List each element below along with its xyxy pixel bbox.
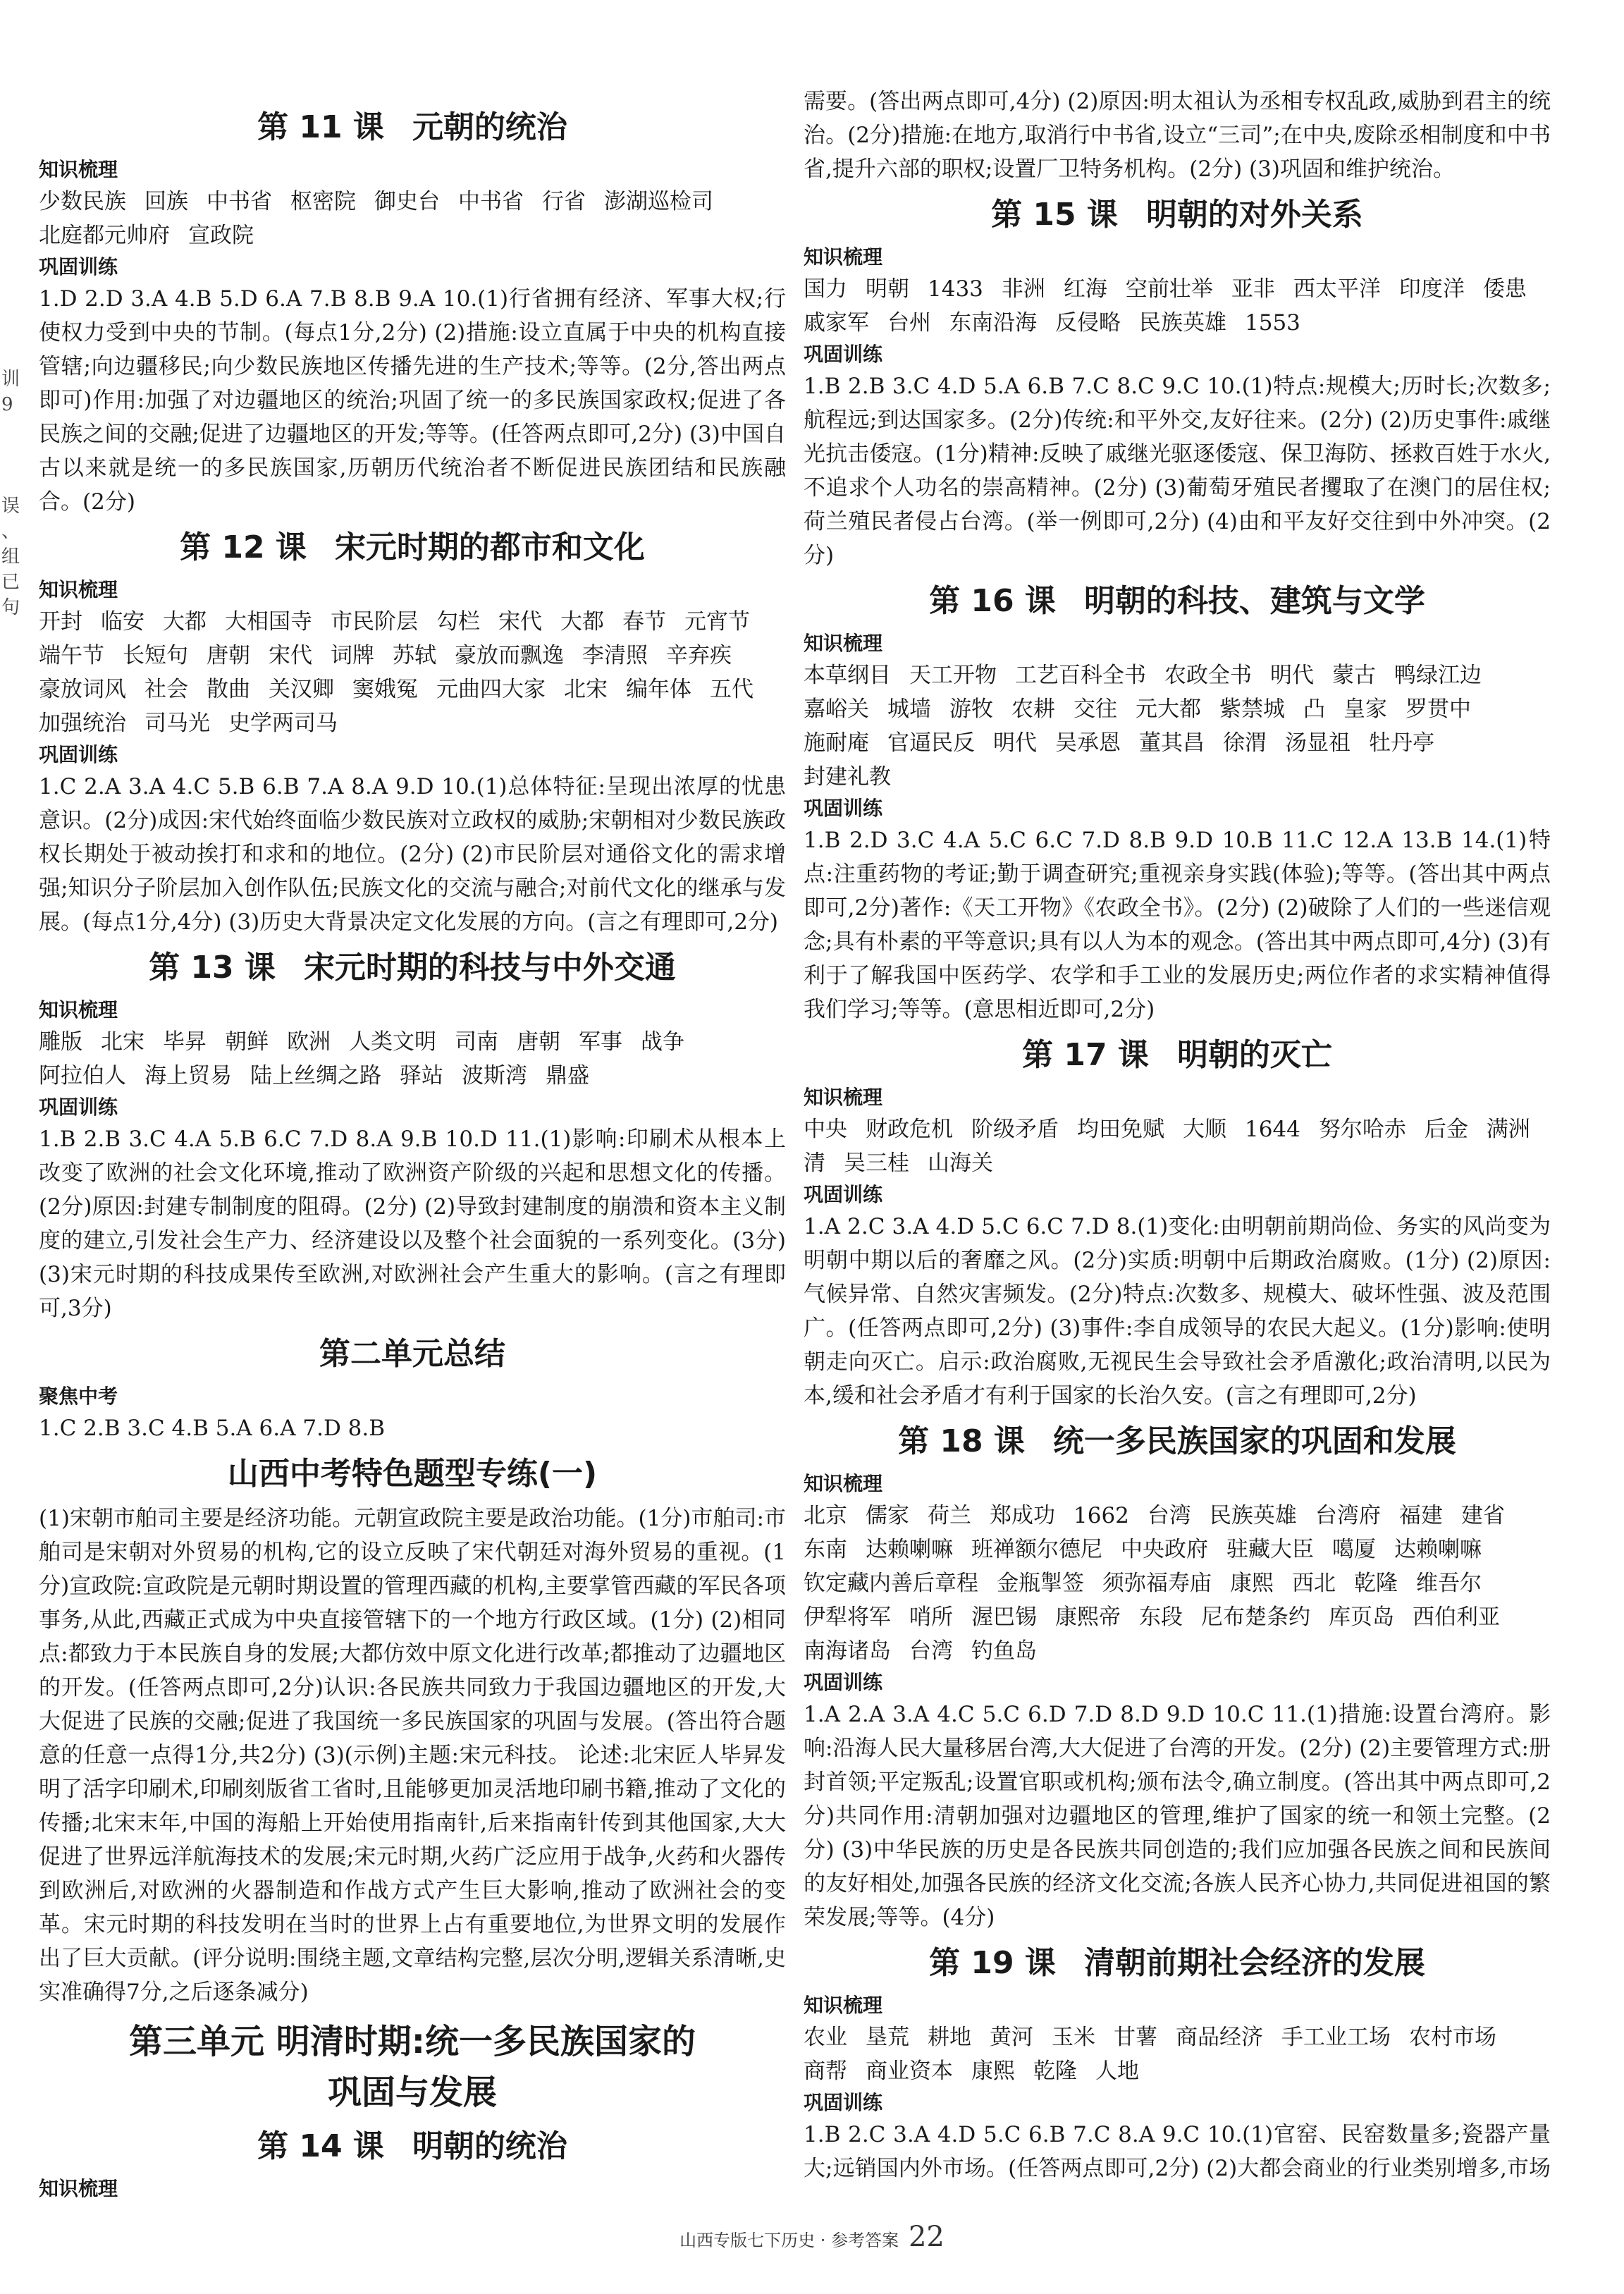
special-practice-answers: (1)宋朝市舶司主要是经济功能。元朝宣政院主要是政治功能。(1分)市舶司:市舶司是宋朝对外贸易的机构,它的设立反映了宋代朝廷对海外贸易的重视。(1分)宣政院:宣政院是元朝时期设置的管理西藏的机构,主要掌管西藏的军民各项事务,从此,西藏正式成为中央直接管辖下的一个地方行政区域。(1分) (2)相同点:都致力于本民族自身的发展;大都仿效中原文化进行改革;都推动了边疆地区的开发。(任答两点即可,2分)认识:各民族共同致力于我国边疆地区的开发,大大促进了民族的交融;促进了我国统一多民族国家的巩固与发展。(答出符合题意的任意一点得1分,共2分) (3)(示例)主题:宋元科技。 论述:北宋匠人毕昇发明了活字印刷术,印刷刻版省工省时,且能够更加灵活地印刷书籍,推动了文化的传播;北宋末年,中国的海船上开始使用指南针,后来指南针传到其他国家,大大促进了世界远洋航海技术的发展;宋元时期,火药广泛应用于战争,火药和火器传到欧洲后,对欧洲的火器制造和作战方式产生巨大影响,推动了欧洲社会的变革。宋元时期的科技发明在当时的世界上占有重要地位,为世界文明的发展作出了巨大贡献。(评分说明:围绕主题,文章结构完整,层次分明,逻辑关系清晰,史实准确得7分,之后逐条减分) xyxy=(39,1506,786,2005)
lesson-19-terms: 农业 垦荒 耕地 黄河 玉米 甘薯 商品经济 手工业工场 农村市场商帮 商业资本 康熙 乾隆 人地 xyxy=(804,2025,1496,2084)
margin-char: 9 xyxy=(1,394,13,415)
lesson-18-terms: 北京 儒家 荷兰 郑成功 1662 台湾 民族英雄 台湾府 福建 建省东南 达赖喇嘛 班禅额尔德尼 中央政府 驻藏大臣 噶厦 达赖喇嘛钦定藏内善后章程 金瓶掣签 须弥福寿庙 康熙 西北 乾隆 维吾尔伊犁将军 哨所 渥巴锡 康熙帝 东段 尼布楚条约 库页岛 西伯利亚南海诸岛 台湾 钓鱼岛 xyxy=(804,1503,1505,1664)
lesson-14-title: 第 14 课 明朝的统治 xyxy=(257,2128,567,2164)
lesson-11-terms: 少数民族 回族 中书省 枢密院 御史台 中书省 行省 澎湖巡检司北庭都元帅府 宣政院 xyxy=(39,189,713,248)
drill-label: 巩固训练 xyxy=(804,343,883,366)
lesson-18-answers: 1.A 2.A 3.A 4.C 5.C 6.D 7.D 8.D 9.D 10.C 11.(1)措施:设置台湾府。影响:沿海人民大量移居台湾,大大促进了台湾的开发。(2分) (2)主要管理方式:册封首领;平定叛乱;设置官职或机构;颁布法令,确立制度。(答出其中两点即可,2分)共同作用:清朝加强对边疆地区的管理,维护了国家的统一和领土完整。(2分) (3)中华民族的历史是各民族共同创造的;我们应加强各民族之间和民族间的友好相处,加强各民族的经济文化交流;各族人民齐心协力,共同促进祖国的繁荣发展;等等。(4分) xyxy=(804,1702,1551,1930)
margin-char: 、 xyxy=(1,521,20,542)
lesson-14-answers-continued: 需要。(答出两点即可,4分) (2)原因:明太祖认为丞相专权乱政,威胁到君主的统治。(2分)措施:在地方,取消行中书省,设立“三司”;在中央,废除丞相制度和中书省,提升六部的职权;设置厂卫特务机构。(2分) (3)巩固和维护统治。 xyxy=(804,89,1551,182)
margin-char: 组 xyxy=(1,546,20,568)
drill-label: 巩固训练 xyxy=(39,1096,118,1119)
right-column xyxy=(804,85,1551,2185)
knowledge-label: 知识梳理 xyxy=(804,245,883,269)
footer-text: 山西专版七下历史 · 参考答案 xyxy=(679,2231,899,2250)
margin-char: 句 xyxy=(1,597,20,618)
page-footer xyxy=(0,2221,1624,2253)
knowledge-label: 知识梳理 xyxy=(804,1994,883,2017)
unit-2-answers: 1.C 2.B 3.C 4.B 5.A 6.A 7.D 8.B xyxy=(39,1416,386,1441)
lesson-13-terms: 雕版 北宋 毕昇 朝鲜 欧洲 人类文明 司南 唐朝 军事 战争阿拉伯人 海上贸易 陆上丝绸之路 驿站 波斯湾 鼎盛 xyxy=(39,1029,684,1088)
lesson-13-answers: 1.B 2.B 3.C 4.A 5.B 6.C 7.D 8.A 9.B 10.D 11.(1)影响:印刷术从根本上改变了欧洲的社会文化环境,推动了欧洲资产阶级的兴起和思想文化的传播。(2分)原因:封建专制制度的阻碍。(2分) (2)导致封建制度的崩溃和资本主义制度的建立,引发社会生产力、经济建设以及整个社会面貌的一系列变化。(3分) (3)宋元时期的科技成果传至欧洲,对欧洲社会产生重大的影响。(言之有理即可,3分) xyxy=(39,1127,786,1321)
unit-2-summary-title: 第二单元总结 xyxy=(319,1336,505,1372)
drill-label: 巩固训练 xyxy=(804,1671,883,1694)
lesson-19-answers: 1.B 2.C 3.A 4.D 5.C 6.B 7.C 8.A 9.C 10.(1)官窑、民窑数量多;瓷器产量大;远销国内外市场。(任答两点即可,2分) (2)大都会商业的行业类别增多,市场 xyxy=(804,2122,1551,2181)
knowledge-label: 知识梳理 xyxy=(804,1472,883,1495)
lesson-17-answers: 1.A 2.C 3.A 4.D 5.C 6.C 7.D 8.(1)变化:由明朝前期尚俭、务实的风尚变为明朝中期以后的奢靡之风。(2分)实质:明朝中后期政治腐败。(1分) (2)原因:气候异常、自然灾害频发。(2分)特点:次数多、规模大、破坏性强、波及范围广。(任答两点即可,2分) (3)事件:李自成领导的农民大起义。(1分)影响:使明朝走向灭亡。启示:政治腐败,无视民生会导致社会矛盾激化;政治清明,以民为本,缓和社会矛盾才有利于国家的长治久安。(言之有理即可,2分) xyxy=(804,1214,1551,1409)
lesson-13-title: 第 13 课 宋元时期的科技与中外交通 xyxy=(149,950,676,986)
focus-label: 聚焦中考 xyxy=(39,1385,118,1408)
knowledge-label: 知识梳理 xyxy=(39,2177,118,2200)
knowledge-label: 知识梳理 xyxy=(39,158,118,181)
lesson-16-title: 第 16 课 明朝的科技、建筑与文学 xyxy=(929,583,1425,619)
knowledge-label: 知识梳理 xyxy=(39,998,118,1022)
margin-char: 已 xyxy=(1,572,20,593)
lesson-11-answers: 1.D 2.D 3.A 4.B 5.D 6.A 7.B 8.B 9.A 10.(1)行省拥有经济、军事大权;行使权力受到中央的节制。(每点1分,2分) (2)措施:设立直属于中央的机构直接管辖;向边疆移民;向少数民族地区传播先进的生产技术;等等。(2分,答出两点即可)作用:加强了对边疆地区的统治;巩固了统一的多民族国家政权;促进了各民族之间的交融;促进了边疆地区的开发;等等。(任答两点即可,2分) (3)中国自古以来就是统一的多民族国家,历朝历代统治者不断促进民族团结和民族融合。(2分) xyxy=(39,286,786,515)
margin-strip xyxy=(0,0,21,2294)
lesson-15-answers: 1.B 2.B 3.C 4.D 5.A 6.B 7.C 8.C 9.C 10.(1)特点:规模大;历时长;次数多;航程远;到达国家多。(2分)传统:和平外交,友好往来。(2分) (2)历史事件:戚继光抗击倭寇。(1分)精神:反映了戚继光驱逐倭寇、保卫海防、拯救百姓于水火,不追求个人功名的崇高精神。(2分) (3)葡萄牙殖民者攫取了在澳门的居住权;荷兰殖民者侵占台湾。(举一例即可,2分) (4)由和平友好交往到中外冲突。(2分) xyxy=(804,374,1551,568)
drill-label: 巩固训练 xyxy=(804,1183,883,1206)
lesson-12-answers: 1.C 2.A 3.A 4.C 5.B 6.B 7.A 8.A 9.D 10.(1)总体特征:呈现出浓厚的忧患意识。(2分)成因:宋代始终面临少数民族对立政权的威胁;宋朝相对少数民族政权长期处于被动挨打和求和的地位。(2分) (2)市民阶层对通俗文化的需求增强;知识分子阶层加入创作队伍;民族文化的交流与融合;对前代文化的继承与发展。(每点1分,4分) (3)历史大背景决定文化发展的方向。(言之有理即可,2分) xyxy=(39,774,786,935)
lesson-15-terms: 国力 明朝 1433 非洲 红海 空前壮举 亚非 西太平洋 印度洋 倭患戚家军 台州 东南沿海 反侵略 民族英雄 1553 xyxy=(804,276,1527,336)
lesson-16-terms: 本草纲目 天工开物 工艺百科全书 农政全书 明代 蒙古 鸭绿江边嘉峪关 城墙 游牧 农耕 交往 元大都 紫禁城 凸 皇家 罗贯中施耐庵 官逼民反 明代 吴承恩 董其昌 徐渭 汤显祖 牡丹亭封建礼教 xyxy=(804,663,1482,790)
drill-label: 巩固训练 xyxy=(39,255,118,278)
drill-label: 巩固训练 xyxy=(39,743,118,766)
special-practice-title: 山西中考特色题型专练(一) xyxy=(227,1456,598,1492)
knowledge-label: 知识梳理 xyxy=(39,578,118,601)
margin-char: 训 xyxy=(1,369,20,390)
page-number: 22 xyxy=(908,2221,945,2253)
lesson-12-terms: 开封 临安 大都 大相国寺 市民阶层 勾栏 宋代 大都 春节 元宵节端午节 长短句 唐朝 宋代 词牌 苏轼 豪放而飘逸 李清照 辛弃疾豪放词风 社会 散曲 关汉卿 窦娥冤 元曲四大家 北宋 编年体 五代加强统治 司马光 史学两司马 xyxy=(39,609,753,736)
margin-char: 误 xyxy=(1,496,20,517)
lesson-19-title: 第 19 课 清朝前期社会经济的发展 xyxy=(929,1945,1425,1981)
lesson-16-answers: 1.B 2.D 3.C 4.A 5.C 6.C 7.D 8.B 9.D 10.B 11.C 12.A 13.B 14.(1)特点:注重药物的考证;勤于调查研究;重视亲身实践(体验);等等。(答出其中两点即可,2分)著作:《天工开物》《农政全书》。(2分) (2)破除了人们的一些迷信观念;具有朴素的平等意识;具有以人为本的观念。(答出其中两点即可,4分) (3)有利于了解我国中医药学、农学和手工业的发展历史;两位作者的求实精神值得我们学习;等等。(意思相近即可,2分) xyxy=(804,828,1551,1022)
drill-label: 巩固训练 xyxy=(804,797,883,820)
lesson-11-title: 第 11 课 元朝的统治 xyxy=(257,109,567,145)
lesson-17-title: 第 17 课 明朝的灭亡 xyxy=(1022,1037,1332,1073)
knowledge-label: 知识梳理 xyxy=(804,632,883,655)
lesson-15-title: 第 15 课 明朝的对外关系 xyxy=(991,197,1363,233)
knowledge-label: 知识梳理 xyxy=(804,1086,883,1109)
drill-label: 巩固训练 xyxy=(804,2091,883,2114)
lesson-12-title: 第 12 课 宋元时期的都市和文化 xyxy=(180,529,645,565)
unit-3-title: 第三单元 明清时期:统一多民族国家的 巩固与发展 xyxy=(129,2022,696,2112)
left-column xyxy=(39,99,786,2200)
lesson-17-terms: 中央 财政危机 阶级矛盾 均田免赋 大顺 1644 努尔哈赤 后金 满洲清 吴三桂 山海关 xyxy=(804,1117,1530,1176)
lesson-18-title: 第 18 课 统一多民族国家的巩固和发展 xyxy=(898,1423,1456,1459)
